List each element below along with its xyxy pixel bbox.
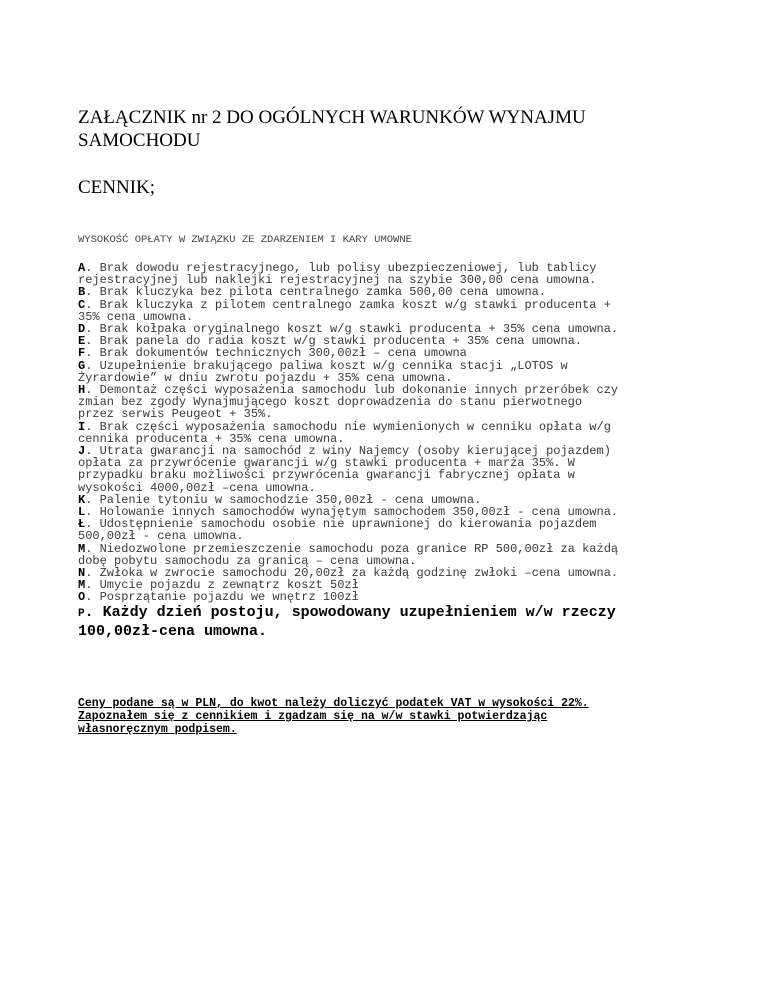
list-item xyxy=(78,543,698,567)
list-item xyxy=(78,384,698,421)
list-item xyxy=(78,262,698,286)
item-text: . Brak dowodu rejestracyjnego, lub polisy ubezpieczeniowej, lub tablicy rejestracyjnej lub naklejki rejestracyjnej na szybie 300,00 cena umowna. xyxy=(78,261,597,288)
item-letter: P xyxy=(78,607,85,620)
item-letter: G xyxy=(78,358,86,373)
list-item-emphasized xyxy=(78,604,698,640)
list-item xyxy=(78,591,698,603)
item-letter: K xyxy=(78,492,86,507)
item-letter: D xyxy=(78,322,86,337)
item-text: . Posprzątanie pojazdu we wnętrz 100zł xyxy=(85,590,359,605)
item-text: . Brak dokumentów technicznych 300,00zł – cena umowna xyxy=(85,346,467,361)
list-item xyxy=(78,518,698,542)
item-text: . Palenie tytoniu w samochodzie 350,00zł - cena umowna. xyxy=(85,492,482,507)
list-item xyxy=(78,445,698,494)
item-letter: F xyxy=(78,346,86,361)
item-letter: J xyxy=(78,444,86,459)
item-letter: M xyxy=(78,541,86,556)
item-text: . Demontaż części wyposażenia samochodu lub dokonanie innych przeróbek czy zmian bez zgody Wynajmującego koszt doprowadzenia do stanu pierwotnego przez serwis Peugeot + 35%. xyxy=(78,383,619,422)
item-text: . Brak kołpaka oryginalnego koszt w/g stawki producenta + 35% cena umowna. xyxy=(85,322,619,337)
item-letter: N xyxy=(78,566,86,581)
document-title: ZAŁĄCZNIK nr 2 DO OGÓLNYCH WARUNKÓW WYNAJMU SAMOCHODU xyxy=(78,107,586,151)
item-text: . Udostępnienie samochodu osobie nie uprawnionej do kierowania pojazdem 500,00zł - cena umowna. xyxy=(78,517,597,544)
fee-list xyxy=(78,262,698,640)
item-text: . Utrata gwarancji na samochód z winy Najemcy (osoby kierującej pojazdem) opłata za przywrócenie gwarancji w/g stawki producenta + marża 35%. W przypadku braku możliwości przywrócenia gwarancji fabrycznej opłata w wysokości 4000,00zł –cena umowna. xyxy=(78,444,611,495)
item-letter: B xyxy=(78,285,86,300)
item-letter: I xyxy=(78,419,86,434)
item-text: . Każdy dzień postoju, spowodowany uzupełnieniem w/w rzeczy 100,00zł-cena umowna. xyxy=(78,603,616,640)
list-item xyxy=(78,421,698,445)
list-item xyxy=(78,299,698,323)
item-text: . Brak panela do radia koszt w/g stawki producenta + 35% cena umowna. xyxy=(85,334,583,349)
section-heading: WYSOKOŚĆ OPŁATY W ZWIĄZKU ZE ZDARZENIEM I KARY UMOWNE xyxy=(78,234,412,246)
item-letter: A xyxy=(78,261,86,275)
price-list-heading: CENNIK; xyxy=(78,177,156,198)
item-text: . Holowanie innych samochodów wynajętym samochodem 350,00zł - cena umowna. xyxy=(85,505,619,520)
item-letter: H xyxy=(78,383,86,398)
item-letter: L xyxy=(78,505,86,520)
item-text: . Uzupełnienie brakującego paliwa koszt w/g cennika stacji „LOTOS w Żyrardowie” w dniu zwrotu pojazdu + 35% cena umowna. xyxy=(78,358,568,385)
item-letter: C xyxy=(78,297,86,312)
item-letter: M xyxy=(78,578,86,593)
item-text: . Zwłoka w zwrocie samochodu 20,00zł za każdą godzinę zwłoki –cena umowna. xyxy=(85,566,619,581)
item-text: . Brak kluczyka bez pilota centralnego zamka 500,00 cena umowna. xyxy=(85,285,547,300)
item-text: . Niedozwolone przemieszczenie samochodu poza granice RP 500,00zł za każdą dobę pobytu samochodu za granicą – cena umowna. xyxy=(78,541,619,568)
list-item xyxy=(78,360,698,384)
item-text: . Umycie pojazdu z zewnątrz koszt 50zł xyxy=(85,578,359,593)
item-letter: Ł xyxy=(78,517,86,532)
item-letter: E xyxy=(78,334,86,349)
footer-statement: Ceny podane są w PLN, do kwot należy doliczyć podatek VAT w wysokości 22%. Zapoznałem się z cennikiem i zgadzam się na w/w stawki potwierdzając własnoręcznym podpisem. xyxy=(78,697,589,736)
item-text: . Brak kluczyka z pilotem centralnego zamka koszt w/g stawki producenta + 35% cena umowna. xyxy=(78,297,611,324)
item-letter: O xyxy=(78,590,86,605)
item-text: . Brak części wyposażenia samochodu nie wymienionych w cenniku opłata w/g cennika producenta + 35% cena umowna. xyxy=(78,419,611,446)
